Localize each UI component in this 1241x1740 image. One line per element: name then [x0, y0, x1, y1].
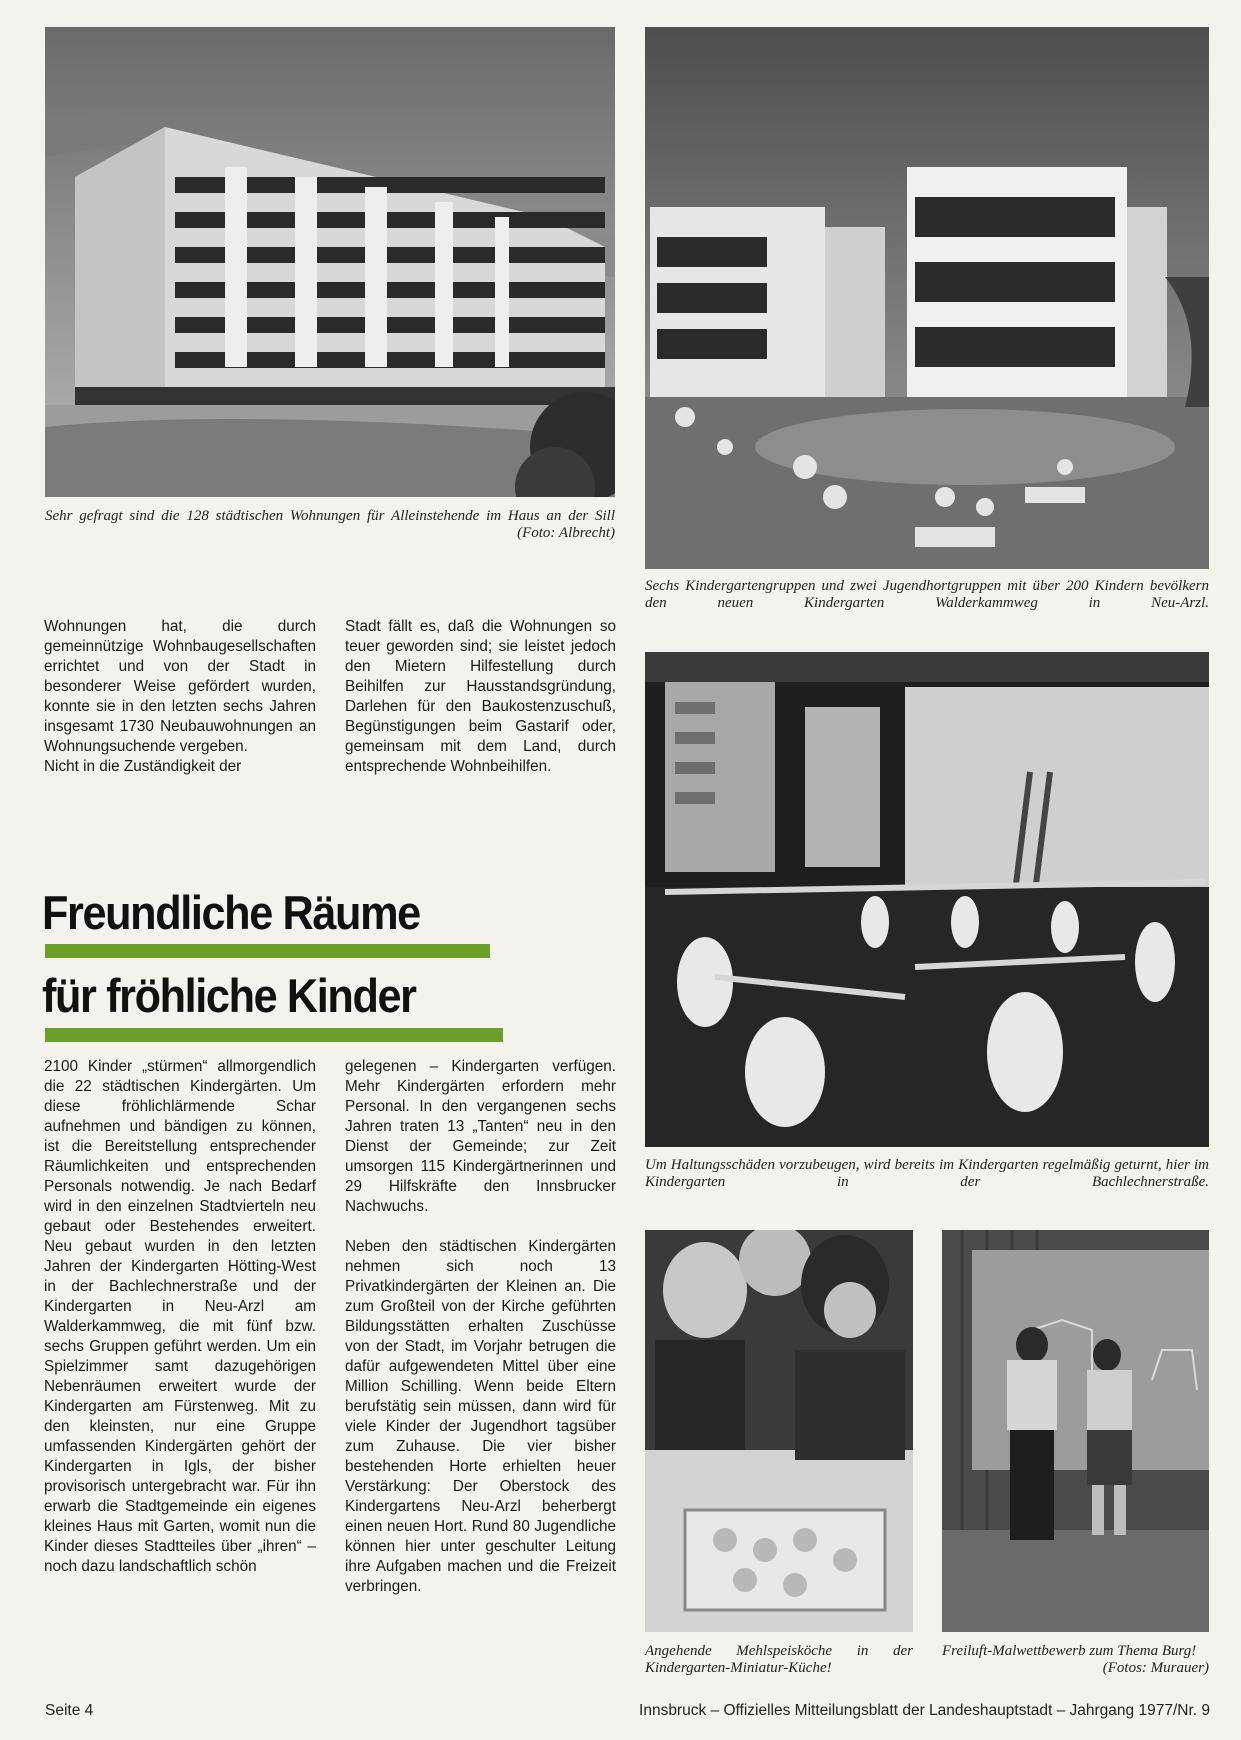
photo-painting-children: [942, 1230, 1209, 1632]
photo-apartment-building: [45, 27, 615, 497]
page-number: Seite 4: [45, 1702, 94, 1719]
article1-paragraph: Nicht in die Zuständigkeit der: [44, 758, 242, 775]
caption-apartment-building: Sehr gefragt sind die 128 städtischen Wohnungen für Alleinstehende im Haus an der Sill: [45, 508, 615, 524]
caption-painting: Freiluft-Malwettbewerb zum Thema Burg!: [942, 1643, 1197, 1659]
caption-kindergarten-building: Sechs Kindergartengruppen und zwei Jugendhortgruppen mit über 200 Kindern bevölkern den neuen Kindergarten Walderkammweg in Neu-Arzl.: [645, 578, 1209, 611]
article2-paragraph: 2100 Kinder „stürmen“ allmorgendlich die 22 städtischen Kindergärten. Um diese fröhlichlärmende Schar aufnehmen und bändigen zu können, ist die Bereitstellung entsprechender Räumlichkeiten und entsprechenden Personals notwendig. Je nach Bedarf wird in den einzelnen Stadtvierteln neu gebaut oder Bestehendes erweitert. Neu gebaut wurden in den letzten Jahren der Kindergarten Hötting-West in der Bachlechnerstraße und der Kindergarten in Neu-Arzl am Walderkammweg, die mit fünf bzw. sechs Gruppen geführt werden. Um ein Spielzimmer samt dazugehörigen Nebenräumen erweitert wurde der Kindergarten am Fürstenweg. Mit zu den kleinsten, nur eine Gruppe umfassenden Kindergärten gehört der Kindergarten in Igls, der bisher provisorisch untergebracht war. Für ihn erwarb die Stadtgemeinde ein eigenes kleines Haus mit Garten, womit nun die Kinder dieses Stadtteiles über „ihren“ – noch dazu landschaftlich schön: [44, 1058, 316, 1575]
credit-albrecht: (Foto: Albrecht): [517, 525, 615, 541]
article2-column1: [44, 1057, 316, 1577]
headline-line2: für fröhliche Kinder: [42, 969, 416, 1022]
article1-paragraph: Stadt fällt es, daß die Wohnungen so teuer geworden sind; sie leistet jedoch den Mietern Hilfestellung durch Beihilfen zur Hausstandsgründung, Darlehen für den Baukostenzuschuß, Begünstigungen beim Gastarif oder, gemeinsam mit dem Land, durch entsprechende Wohnbeihilfen.: [345, 618, 616, 775]
photo-baking-children: [645, 1230, 913, 1632]
headline-line1: Freundliche Räume: [42, 886, 420, 939]
article1-column2: [345, 617, 616, 777]
caption-baking: Angehende Mehlspeisköche in der Kindergarten-Miniatur-Küche!: [645, 1643, 913, 1676]
article1-column1: [44, 617, 316, 777]
article2-column2: [345, 1057, 616, 1597]
article2-paragraph: Neben den städtischen Kindergärten nehmen sich noch 13 Privatkindergärten der Kleinen an. Die zum Großteil von der Kirche geführten Bildungsstätten erhalten Zuschüsse von der Stadt, im Vorjahr betrugen die dafür aufgewendeten Mittel über eine Million Schilling. Wenn beide Eltern berufstätig sein müssen, dann wird für viele Kinder der Jugendhort tagsüber zum Zuhause. Die vier bisher bestehenden Horte erhielten heuer Verstärkung: Der Oberstock des Kindergartens Neu-Arzl beherbergt einen neuen Hort. Rund 80 Jugendliche können hier unter geschulter Leitung ihre Aufgaben machen und die Freizeit verbringen.: [345, 1238, 616, 1595]
headline-underline-1: [45, 944, 490, 958]
article1-paragraph: Wohnungen hat, die durch gemeinnützige Wohnbaugesellschaften errichtet und von der Stadt in besonderer Weise gefördert wurden, konnte sie in den letzten sechs Jahren insgesamt 1730 Neubauwohnungen an Wohnungsuchende vergeben.: [44, 618, 316, 755]
publication-line: Innsbruck – Offizielles Mitteilungsblatt der Landeshauptstadt – Jahrgang 1977/Nr. 9: [639, 1702, 1210, 1719]
article2-paragraph: gelegenen – Kindergarten verfügen. Mehr Kindergärten erfordern mehr Personal. In den vergangenen sechs Jahren traten 13 „Tanten“ neu in den Dienst der Gemeinde; zur Zeit umsorgen 115 Kindergärtnerinnen und 29 Hilfskräfte den Innsbrucker Nachwuchs.: [345, 1058, 616, 1215]
photo-kindergarten-building: [645, 27, 1209, 569]
credit-murauer: (Fotos: Murauer): [1102, 1660, 1209, 1676]
photo-gymnastics-children: [645, 652, 1209, 1147]
caption-gymnastics: Um Haltungsschäden vorzubeugen, wird bereits im Kindergarten regelmäßig geturnt, hier im Kindergarten in der Bachlechnerstraße.: [645, 1157, 1209, 1190]
headline-underline-2: [45, 1028, 503, 1042]
